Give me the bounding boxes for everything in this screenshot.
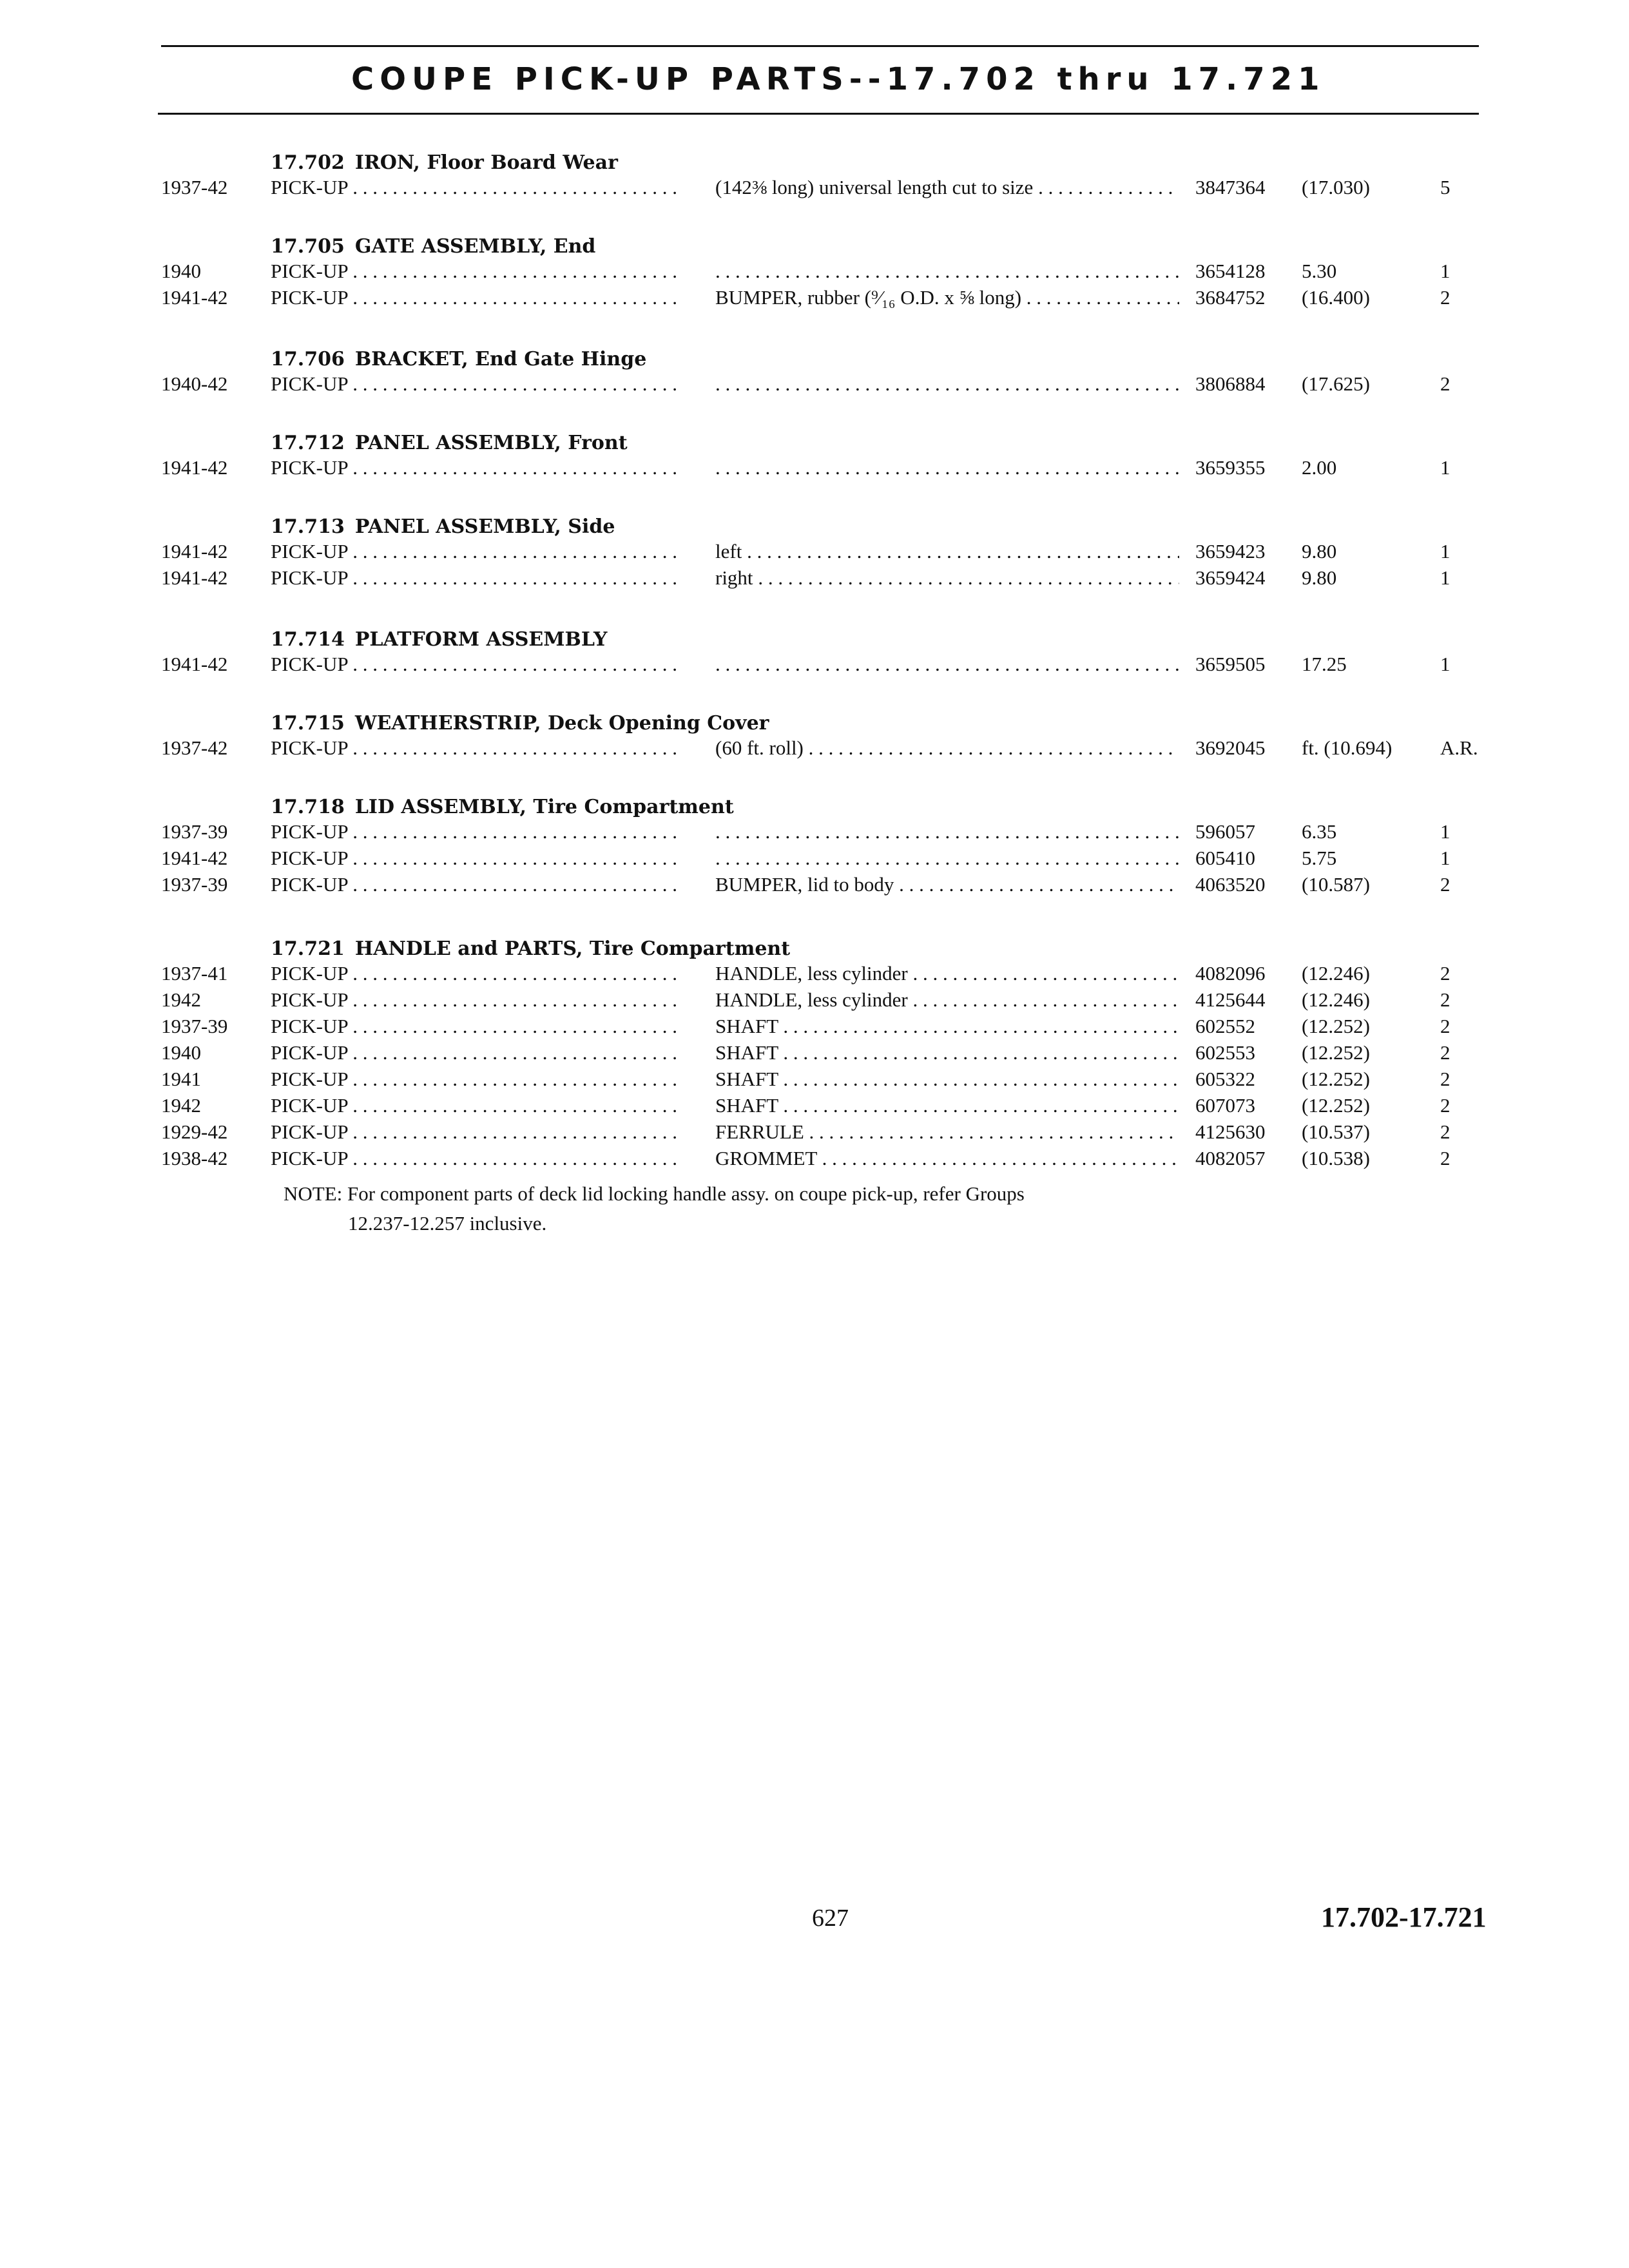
part-description: FERRULE . . .: [715, 1120, 1179, 1144]
part-row: [0, 1147, 1629, 1174]
model-years: 1941-42: [161, 653, 228, 675]
model-name: PICK-UP . . .: [271, 260, 683, 283]
model-years: 1941-42: [161, 286, 228, 309]
group-number: 17.706: [271, 348, 345, 370]
model-name: PICK-UP . . .: [271, 736, 683, 760]
list-price: (12.252): [1302, 1094, 1370, 1117]
list-price: (17.625): [1302, 372, 1370, 395]
group-title: BRACKET, End Gate Hinge: [354, 348, 647, 370]
list-price: 2.00: [1302, 456, 1337, 479]
quantity: 5: [1440, 176, 1451, 198]
part-description: right . . .: [715, 566, 1179, 590]
model-years: 1941-42: [161, 847, 228, 869]
part-row: [0, 962, 1629, 989]
model-name: PICK-UP . . .: [271, 873, 683, 896]
part-row: [0, 286, 1629, 313]
part-number: 3684752: [1195, 286, 1266, 309]
part-description: [715, 456, 1179, 479]
model-years: 1940: [161, 260, 201, 282]
part-row: [0, 1120, 1629, 1148]
part-description: left . . .: [715, 540, 1179, 563]
model-name: PICK-UP . . .: [271, 566, 683, 590]
model-name: PICK-UP . . .: [271, 1068, 683, 1091]
model-years: 1942: [161, 1094, 201, 1117]
quantity: A.R.: [1440, 736, 1478, 759]
group-number: 17.702: [271, 151, 345, 174]
part-number: 3654128: [1195, 260, 1266, 282]
list-price: 9.80: [1302, 540, 1337, 562]
part-row: [0, 1015, 1629, 1042]
quantity: 2: [1440, 1147, 1451, 1169]
part-row: [0, 456, 1629, 483]
header-rule-bottom: [158, 113, 1479, 115]
model-years: 1937-41: [161, 962, 228, 985]
part-description: (142⅜ long) universal length cut to size . . .: [715, 176, 1179, 199]
part-number: 3847364: [1195, 176, 1266, 198]
group-heading: [271, 515, 615, 538]
list-price: (10.538): [1302, 1147, 1370, 1169]
list-price: 5.75: [1302, 847, 1337, 869]
list-price: (16.400): [1302, 286, 1370, 309]
group-number: 17.705: [271, 235, 345, 258]
group-heading: [271, 235, 595, 258]
part-description: SHAFT . . .: [715, 1094, 1179, 1117]
part-row: [0, 988, 1629, 1015]
model-name: PICK-UP . . .: [271, 1120, 683, 1144]
part-number: 3659355: [1195, 456, 1266, 479]
part-row: [0, 873, 1629, 900]
part-description: [715, 372, 1179, 396]
model-name: PICK-UP . . .: [271, 372, 683, 396]
group-heading: [271, 432, 628, 454]
model-name: PICK-UP . . .: [271, 1015, 683, 1038]
group-number: 17.712: [271, 432, 345, 454]
model-years: 1942: [161, 988, 201, 1011]
model-years: 1938-42: [161, 1147, 228, 1169]
group-title: HANDLE and PARTS, Tire Compartment: [354, 937, 791, 960]
part-number: 4082057: [1195, 1147, 1266, 1169]
group-number: 17.721: [271, 937, 345, 960]
part-number: 4063520: [1195, 873, 1266, 896]
part-description: (60 ft. roll) . . .: [715, 736, 1179, 760]
model-years: 1941-42: [161, 566, 228, 589]
part-number: 4125644: [1195, 988, 1266, 1011]
part-number: 602553: [1195, 1041, 1255, 1064]
list-price: 6.35: [1302, 820, 1337, 843]
group-heading: [271, 628, 607, 651]
part-row: [0, 176, 1629, 203]
list-price: 5.30: [1302, 260, 1337, 282]
quantity: 2: [1440, 1120, 1451, 1143]
model-years: 1941: [161, 1068, 201, 1090]
group-number: 17.718: [271, 796, 345, 818]
group-title: GATE ASSEMBLY, End: [354, 235, 596, 258]
quantity: 1: [1440, 456, 1451, 479]
quantity: 1: [1440, 847, 1451, 869]
part-number: 602552: [1195, 1015, 1255, 1037]
part-row: [0, 260, 1629, 287]
part-number: 605410: [1195, 847, 1255, 869]
part-row: [0, 1094, 1629, 1121]
group-title: LID ASSEMBLY, Tire Compartment: [354, 796, 734, 818]
part-row: [0, 540, 1629, 567]
list-price: 9.80: [1302, 566, 1337, 589]
page-title: COUPE PICK-UP PARTS--17.702 thru 17.721: [351, 61, 1325, 97]
model-name: PICK-UP . . .: [271, 540, 683, 563]
part-number: 607073: [1195, 1094, 1255, 1117]
model-years: 1929-42: [161, 1120, 228, 1143]
model-years: 1937-39: [161, 820, 228, 843]
part-description: SHAFT . . .: [715, 1068, 1179, 1091]
list-price: (10.587): [1302, 873, 1370, 896]
part-description: [715, 847, 1179, 870]
list-price: (17.030): [1302, 176, 1370, 198]
list-price: (12.252): [1302, 1041, 1370, 1064]
quantity: 2: [1440, 372, 1451, 395]
quantity: 2: [1440, 1094, 1451, 1117]
part-row: [0, 372, 1629, 399]
model-years: 1937-42: [161, 176, 228, 198]
page-number: 627: [812, 1905, 849, 1932]
group-heading: [271, 151, 618, 174]
part-description: GROMMET . . .: [715, 1147, 1179, 1170]
group-heading: [271, 937, 790, 960]
list-price: ft. (10.694): [1302, 736, 1393, 759]
footer-group-range: 17.702-17.721: [1321, 1901, 1487, 1933]
quantity: 2: [1440, 1068, 1451, 1090]
group-title: IRON, Floor Board Wear: [354, 151, 618, 174]
group-number: 17.714: [271, 628, 345, 651]
part-row: [0, 1041, 1629, 1068]
part-row: [0, 653, 1629, 680]
header-rule-top: [161, 45, 1479, 47]
model-name: PICK-UP . . .: [271, 988, 683, 1012]
part-description: SHAFT . . .: [715, 1015, 1179, 1038]
part-description: [715, 653, 1179, 676]
quantity: 1: [1440, 260, 1451, 282]
model-name: PICK-UP . . .: [271, 962, 683, 985]
quantity: 1: [1440, 820, 1451, 843]
quantity: 1: [1440, 653, 1451, 675]
part-row: [0, 736, 1629, 764]
model-years: 1941-42: [161, 540, 228, 562]
model-years: 1937-39: [161, 1015, 228, 1037]
group-title: PLATFORM ASSEMBLY: [354, 628, 608, 651]
part-row: [0, 566, 1629, 593]
quantity: 1: [1440, 566, 1451, 589]
model-name: PICK-UP . . .: [271, 1147, 683, 1170]
quantity: 2: [1440, 962, 1451, 985]
group-number: 17.713: [271, 515, 345, 538]
part-number: 4125630: [1195, 1120, 1266, 1143]
quantity: 2: [1440, 988, 1451, 1011]
part-description: [715, 260, 1179, 283]
part-row: [0, 847, 1629, 874]
model-years: 1940-42: [161, 372, 228, 395]
part-number: 3692045: [1195, 736, 1266, 759]
list-price: (12.252): [1302, 1015, 1370, 1037]
model-name: PICK-UP . . .: [271, 820, 683, 843]
list-price: (12.246): [1302, 962, 1370, 985]
model-years: 1937-39: [161, 873, 228, 896]
model-name: PICK-UP . . .: [271, 1094, 683, 1117]
part-description: [715, 820, 1179, 843]
group-heading: [271, 796, 734, 818]
group-title: WEATHERSTRIP, Deck Opening Cover: [354, 712, 769, 735]
list-price: (12.252): [1302, 1068, 1370, 1090]
part-description: HANDLE, less cylinder . . .: [715, 988, 1179, 1012]
group-heading: [271, 348, 646, 370]
model-name: PICK-UP . . .: [271, 653, 683, 676]
part-number: 3806884: [1195, 372, 1266, 395]
model-name: PICK-UP . . .: [271, 456, 683, 479]
part-description: HANDLE, less cylinder . . .: [715, 962, 1179, 985]
part-description: BUMPER, lid to body . . .: [715, 873, 1179, 896]
group-number: 17.715: [271, 712, 345, 735]
quantity: 2: [1440, 1015, 1451, 1037]
part-number: 3659505: [1195, 653, 1266, 675]
note-line-2: 12.237-12.257 inclusive.: [348, 1212, 547, 1235]
part-number: 596057: [1195, 820, 1255, 843]
part-description: SHAFT . . .: [715, 1041, 1179, 1064]
part-number: 4082096: [1195, 962, 1266, 985]
list-price: 17.25: [1302, 653, 1347, 675]
model-name: PICK-UP . . .: [271, 1041, 683, 1064]
part-number: 3659423: [1195, 540, 1266, 562]
quantity: 2: [1440, 873, 1451, 896]
model-name: PICK-UP . . .: [271, 176, 683, 199]
model-name: PICK-UP . . .: [271, 847, 683, 870]
list-price: (12.246): [1302, 988, 1370, 1011]
group-heading: [271, 712, 769, 735]
part-row: [0, 1068, 1629, 1095]
model-years: 1941-42: [161, 456, 228, 479]
note: [284, 1179, 1250, 1238]
quantity: 2: [1440, 1041, 1451, 1064]
group-title: PANEL ASSEMBLY, Side: [354, 515, 615, 538]
part-description: BUMPER, rubber (⁹⁄₁₆ O.D. x ⅝ long) . . .: [715, 286, 1179, 309]
part-number: 3659424: [1195, 566, 1266, 589]
model-years: 1937-42: [161, 736, 228, 759]
quantity: 1: [1440, 540, 1451, 562]
group-title: PANEL ASSEMBLY, Front: [354, 432, 628, 454]
quantity: 2: [1440, 286, 1451, 309]
note-line-1: NOTE: For component parts of deck lid locking handle assy. on coupe pick-up, refer Groups: [284, 1182, 1025, 1205]
list-price: (10.537): [1302, 1120, 1370, 1143]
model-name: PICK-UP . . .: [271, 286, 683, 309]
model-years: 1940: [161, 1041, 201, 1064]
part-row: [0, 820, 1629, 847]
part-number: 605322: [1195, 1068, 1255, 1090]
